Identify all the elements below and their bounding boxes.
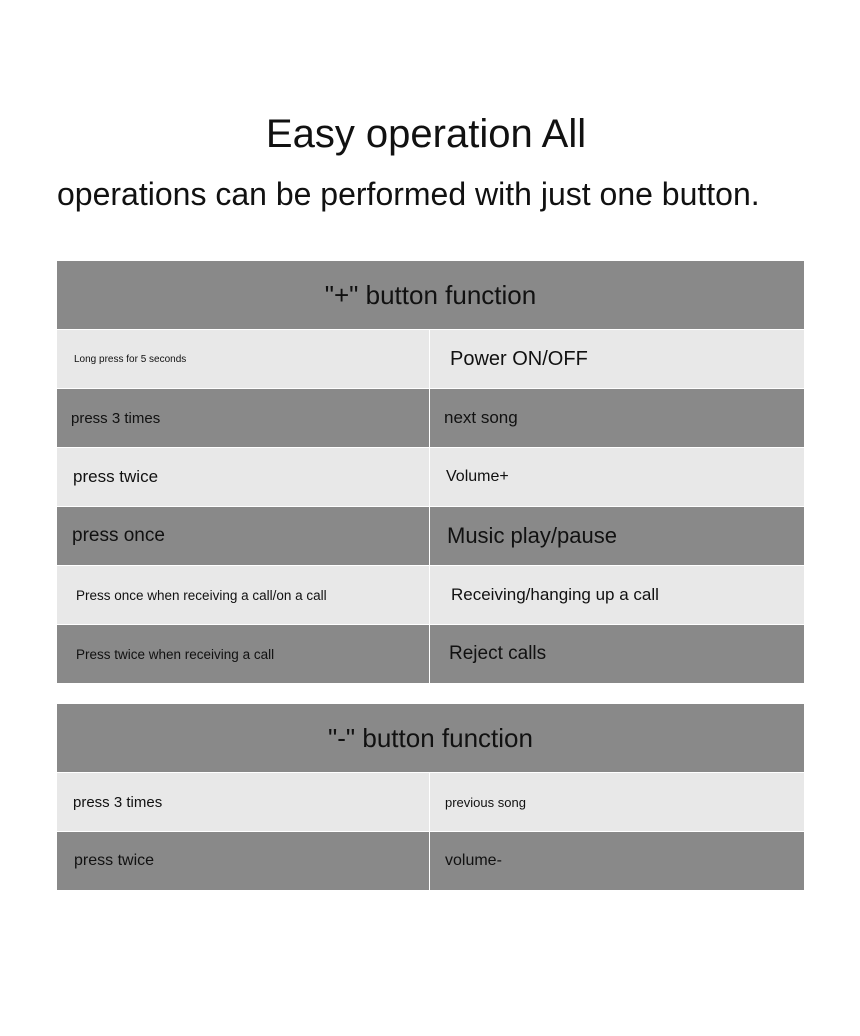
function-cell: Reject calls (449, 643, 547, 664)
action-cell: Press once when receiving a call/on a call (57, 566, 430, 624)
function-cell: Power ON/OFF (450, 347, 588, 370)
table-row (57, 447, 804, 506)
table-row (57, 831, 804, 890)
table-row (57, 329, 804, 388)
table-row (57, 772, 804, 831)
action-cell: press twice (57, 448, 430, 506)
action-cell: Press twice when receiving a call (57, 625, 430, 683)
action-cell: press 3 times (57, 773, 430, 831)
function-cell: Volume+ (446, 468, 509, 485)
table-row (57, 565, 804, 624)
action-cell: Long press for 5 seconds (57, 330, 430, 388)
table-header-plus: "+" button function (57, 261, 804, 329)
function-cell: Music play/pause (447, 523, 617, 548)
function-cell: previous song (445, 794, 526, 810)
table-header-minus: "-" button function (57, 704, 804, 772)
table-row (57, 506, 804, 565)
action-cell: press twice (57, 832, 430, 890)
table-row (57, 624, 804, 683)
page-subtitle: operations can be performed with just one button. (57, 176, 760, 212)
function-cell: Receiving/hanging up a call (451, 585, 659, 604)
minus-button-function-table (57, 704, 804, 890)
plus-button-function-table (57, 261, 804, 683)
action-cell: press once (57, 507, 430, 565)
table-row (57, 388, 804, 447)
action-cell: press 3 times (57, 389, 430, 447)
function-cell: volume- (445, 852, 502, 869)
function-cell: next song (444, 408, 518, 427)
page-title: Easy operation All (265, 112, 587, 156)
